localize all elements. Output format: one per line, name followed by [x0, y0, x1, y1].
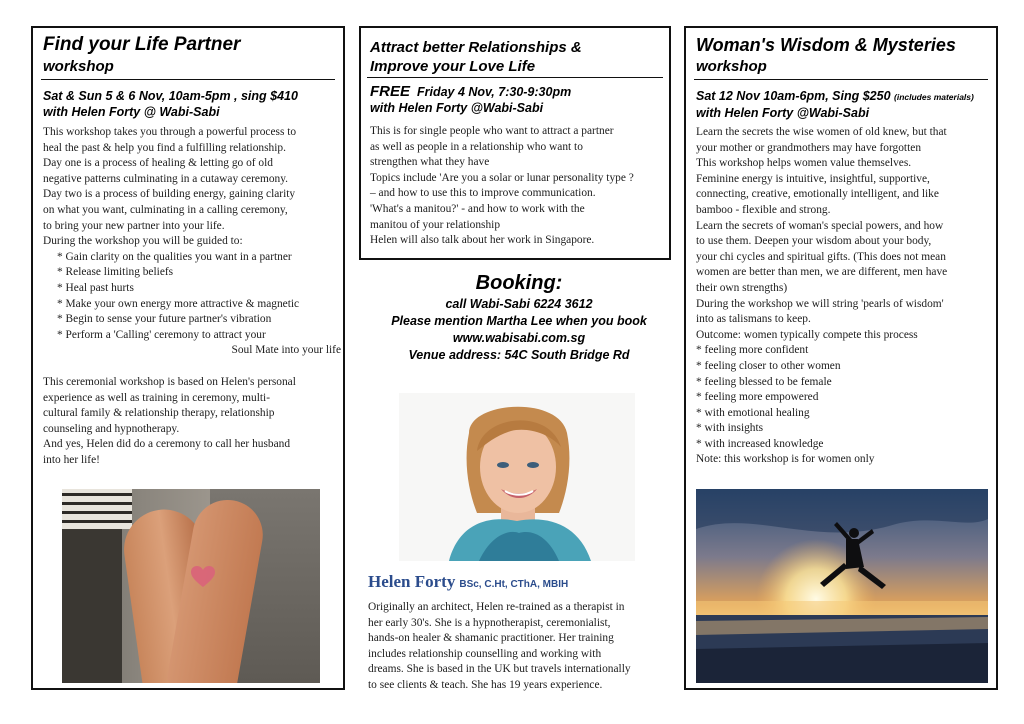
- text-line: manitou of your relationship: [370, 218, 501, 231]
- list-item: * feeling blessed to be female: [696, 375, 996, 391]
- text-line: – and how to use this to improve communication.: [370, 187, 596, 200]
- womans-wisdom-host: with Helen Forty @Wabi-Sabi: [696, 106, 870, 120]
- text-line: hands-on healer & shamanic practitioner. Her training: [368, 632, 614, 645]
- text-line: This is for single people who want to attract a partner: [370, 125, 614, 137]
- life-partner-description: [43, 125, 343, 468]
- text-line: negative patterns culminating in a cutaway ceremony.: [43, 172, 289, 185]
- relationships-details: [370, 84, 666, 116]
- list-item: * Gain clarity on the qualities you want in a partner: [57, 250, 343, 266]
- text-line: connecting, creative, emotionally intelligent, and like: [696, 188, 939, 201]
- text-line: into as talismans to keep.: [696, 313, 811, 326]
- womans-wisdom-title: Woman's Wisdom & Mysteries: [696, 35, 956, 55]
- relationships-talk-panel: [359, 26, 671, 260]
- text-line: to bring your new partner into your life.: [43, 219, 225, 232]
- relationships-title-line2: Improve your Love Life: [370, 58, 536, 75]
- text-line: dreams. She is based in the UK but travels internationally: [368, 663, 631, 676]
- life-partner-details: [43, 88, 343, 120]
- materials-note: (includes materials): [894, 92, 974, 102]
- womans-wisdom-date: Sat 12 Nov 10am-6pm, Sing $250: [696, 89, 891, 103]
- list-item: * with increased knowledge: [696, 437, 996, 453]
- list-item: * Heal past hurts: [57, 281, 343, 297]
- holding-hands-photo: [62, 489, 320, 683]
- text-line: their own strengths): [696, 281, 788, 294]
- text-line: counseling and hypnotherapy.: [43, 422, 180, 435]
- booking-mention: Please mention Martha Lee when you book: [391, 314, 647, 328]
- text-line: includes relationship counselling and working with: [368, 647, 602, 660]
- text-line: Soul Mate into your life: [231, 344, 341, 357]
- text-line: This workshop takes you through a powerful process to: [43, 126, 297, 138]
- list-item: * with emotional healing: [696, 406, 996, 422]
- text-line: Day two is a process of building energy, gaining clarity: [43, 188, 296, 201]
- free-badge: FREE: [370, 83, 411, 100]
- text-line: on what you want, culminating in a calling ceremony,: [43, 203, 288, 216]
- text-line: During the workshop you will be guided to:: [43, 235, 243, 248]
- text-line: Day one is a process of healing & letting go of old: [43, 157, 273, 170]
- text-line: This workshop helps women value themselves.: [696, 157, 912, 170]
- text-line: Helen will also talk about her work in Singapore.: [370, 234, 595, 247]
- title-divider: [367, 77, 663, 78]
- text-line: your chi cycles and spiritual gifts. (This does not mean: [696, 250, 946, 263]
- womans-wisdom-workshop-panel: [684, 26, 998, 690]
- text-line: And yes, Helen did do a ceremony to call her husband: [43, 438, 291, 451]
- relationships-description: [370, 124, 666, 249]
- list-item: * Begin to sense your future partner's vibration: [57, 312, 343, 328]
- text-line: experience as well as training in ceremony, multi-: [43, 391, 270, 404]
- life-partner-subtitle: workshop: [43, 58, 114, 75]
- booking-website: www.wabisabi.com.sg: [452, 331, 586, 345]
- text-line: Outcome: women typically compete this process: [696, 328, 918, 341]
- list-item: * Make your own energy more attractive & magnetic: [57, 297, 343, 313]
- text-line: During the workshop we will string 'pearls of wisdom': [696, 297, 944, 310]
- relationships-host: with Helen Forty @Wabi-Sabi: [370, 101, 544, 115]
- text-line: Feminine energy is intuitive, insightful, supportive,: [696, 172, 930, 185]
- text-line: Learn the secrets of woman's special powers, and how: [696, 219, 944, 232]
- bio-description: [368, 600, 668, 694]
- bio-credentials: BSc, C.Ht, CThA, MBIH: [459, 579, 569, 590]
- life-partner-title: Find your Life Partner: [43, 34, 241, 55]
- text-line: cultural family & relationship therapy, relationship: [43, 407, 275, 420]
- text-line: 'What's a manitou?' - and how to work with the: [370, 202, 585, 215]
- benefit-list: [43, 250, 343, 344]
- text-line: strengthen what they have: [370, 156, 490, 169]
- relationships-title-line1: Attract better Relationships &: [370, 39, 582, 56]
- text-line: your mother or grandmothers may have forgotten: [696, 141, 922, 154]
- list-item: * Perform a 'Calling' ceremony to attract your: [57, 328, 343, 344]
- life-partner-date: Sat & Sun 5 & 6 Nov, 10am-5pm , sing $410: [43, 89, 298, 103]
- text-line: as well as people in a relationship who want to: [370, 140, 583, 153]
- list-item: * feeling closer to other women: [696, 359, 996, 375]
- text-line: to see clients & teach. She has 19 years experience.: [368, 678, 603, 691]
- list-item: * feeling more confident: [696, 343, 996, 359]
- women-only-note: Note: this workshop is for women only: [696, 453, 875, 466]
- text-line: This ceremonial workshop is based on Helen's personal: [43, 375, 296, 388]
- booking-phone: call Wabi-Sabi 6224 3612: [445, 297, 593, 311]
- bio-name: Helen Forty: [368, 572, 456, 591]
- outcome-list: [696, 343, 996, 452]
- relationships-date: Friday 4 Nov, 7:30-9:30pm: [416, 85, 572, 99]
- womans-wisdom-description: [696, 125, 996, 468]
- text-line: Learn the secrets the wise women of old knew, but that: [696, 126, 947, 138]
- relationships-title: [370, 38, 582, 76]
- helen-forty-portrait: [399, 393, 635, 561]
- life-partner-host: with Helen Forty @ Wabi-Sabi: [43, 105, 220, 119]
- text-line: Topics include 'Are you a solar or lunar personality type ?: [370, 171, 634, 184]
- womans-wisdom-subtitle: workshop: [696, 58, 767, 75]
- booking-section: [359, 270, 679, 364]
- title-divider: [694, 79, 988, 80]
- womans-wisdom-details: [696, 88, 996, 121]
- list-item: * feeling more empowered: [696, 390, 996, 406]
- booking-venue: Venue address: 54C South Bridge Rd: [408, 348, 630, 362]
- bio-heading: [368, 572, 568, 592]
- list-item: * with insights: [696, 421, 996, 437]
- text-line: Originally an architect, Helen re-trained as a therapist in: [368, 601, 625, 613]
- text-line: women are better than men, we are different, men have: [696, 266, 948, 279]
- text-line: into her life!: [43, 453, 100, 466]
- text-line: heal the past & help you find a fulfilling relationship.: [43, 141, 286, 154]
- booking-title: Booking:: [475, 272, 563, 294]
- heart-icon: [190, 565, 216, 589]
- title-divider: [41, 79, 335, 80]
- list-item: * Release limiting beliefs: [57, 265, 343, 281]
- life-partner-workshop-panel: [31, 26, 345, 690]
- text-line: to use them. Deepen your wisdom about your body,: [696, 235, 932, 248]
- text-line: bamboo - flexible and strong.: [696, 203, 831, 216]
- beach-sunset-jump-photo: [696, 489, 988, 683]
- text-line: her early 30's. She is a hypnotherapist, ceremonialist,: [368, 616, 611, 629]
